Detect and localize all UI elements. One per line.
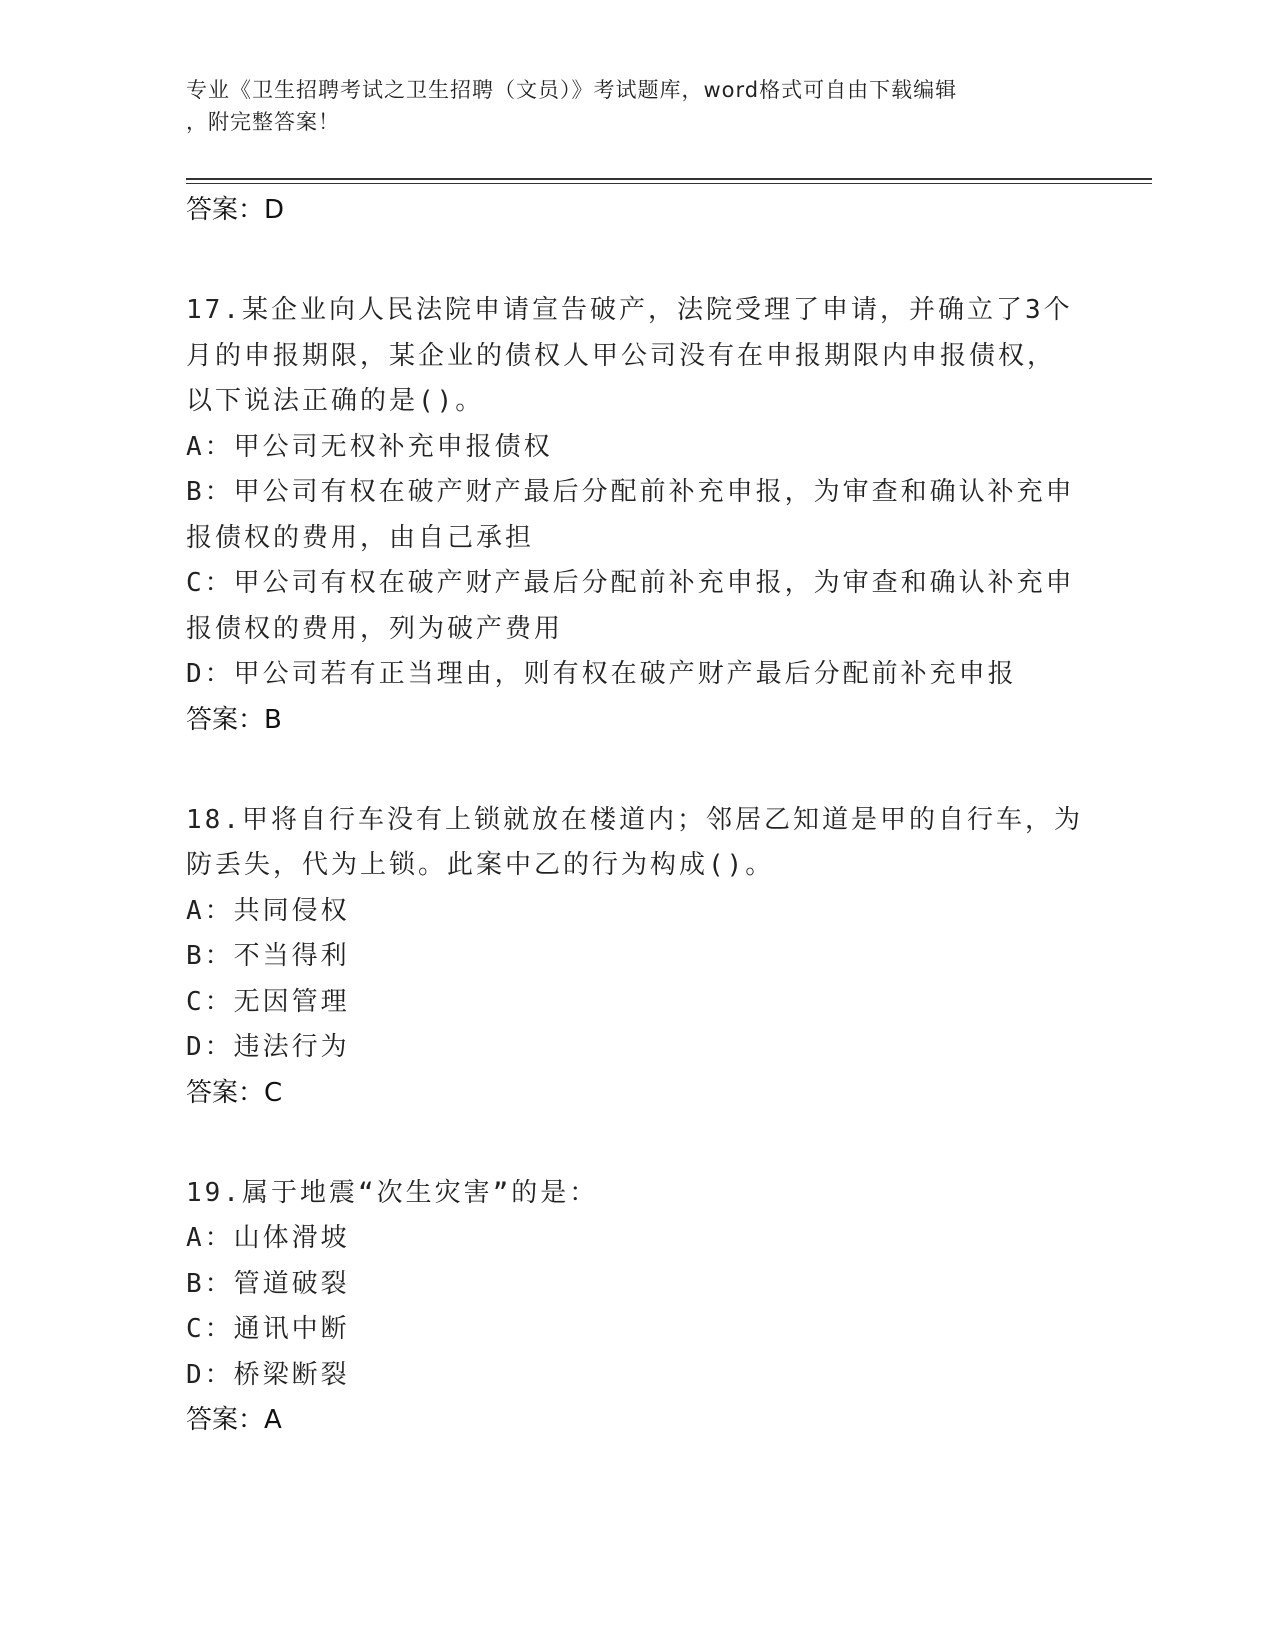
option-d: D：桥梁断裂 [186,1359,350,1390]
header-rule-thick [186,178,1152,180]
answer-17: 答案：B [186,704,282,735]
question-text-line: 以下说法正确的是()。 [186,386,485,416]
answer-16: 答案：D [186,195,285,225]
option-c: C：无因管理 [186,986,350,1017]
answer-19: 答案：A [186,1405,282,1435]
question-19 [186,1171,1086,1443]
spacer [186,742,1086,798]
document-header [186,74,1086,138]
header-line-2: ，附完整答案！ [186,110,340,134]
question-text-line: 19.属于地震“次生灾害”的是： [186,1177,599,1208]
option-c: C：通讯中断 [186,1314,350,1344]
option-b: B：不当得利 [186,941,350,971]
question-18 [186,798,1086,1115]
answer-18: 答案：C [186,1077,283,1108]
question-text-line: 18.甲将自行车没有上锁就放在楼道内；邻居乙知道是甲的自行车，为 [186,804,1083,835]
option-b: B：管道破裂 [186,1268,350,1299]
question-17 [186,288,1086,742]
question-text-line: 月的申报期限，某企业的债权人甲公司没有在申报期限内申报债权， [186,340,1057,371]
option-a: A：共同侵权 [186,895,350,926]
header-rule-thin [186,183,1152,184]
question-text-line: 防丢失，代为上锁。此案中乙的行为构成()。 [186,850,775,880]
option-b-continued: 报债权的费用，由自己承担 [186,522,535,553]
option-a: A：甲公司无权补充申报债权 [186,431,553,462]
question-text-line: 17.某企业向人民法院申请宣告破产，法院受理了申请，并确立了3个 [186,295,1073,325]
option-b: B：甲公司有权在破产财产最后分配前补充申报，为审查和确认补充申 [186,477,1075,507]
header-line-1: 专业《卫生招聘考试之卫生招聘（文员）》考试题库，word格式可自由下载编辑 [186,78,958,102]
option-c: C：甲公司有权在破产财产最后分配前补充申报，为审查和确认补充申 [186,568,1075,598]
option-c-continued: 报债权的费用，列为破产费用 [186,613,564,644]
option-d: D：违法行为 [186,1032,350,1062]
option-d: D：甲公司若有正当理由，则有权在破产财产最后分配前补充申报 [186,659,1017,689]
document-body [186,188,1086,1442]
spacer [186,232,1086,288]
option-a: A：山体滑坡 [186,1223,350,1253]
spacer [186,1115,1086,1171]
